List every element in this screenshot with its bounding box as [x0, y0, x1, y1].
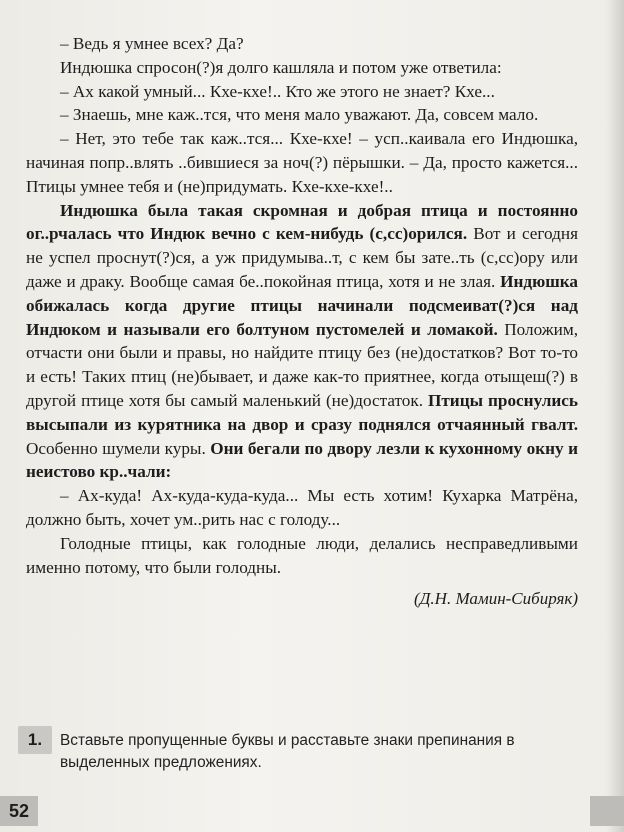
highlighted-sentence: Они бегали по двору лезли к кухонному окну и неистово кр..чали:: [26, 438, 578, 482]
paragraph: Индюшка спросон(?)я долго кашляла и потом уже ответила:: [60, 57, 502, 77]
bottom-strip: [590, 796, 624, 826]
author-attribution: (Д.Н. Мамин-Сибиряк): [413, 589, 578, 609]
paragraph: – Ведь я умнее всех? Да?: [60, 34, 244, 53]
page-edge-shadow: [606, 0, 624, 832]
text-body: [26, 32, 578, 611]
plain-sentence: Вот и сегодня не успел проснут(?)ся, а уж придумыва..т, с кем бы зате..ть (с,сс)ору или даже и драку. Вообще самая бе..покойная птица, хотя и не злая.: [26, 224, 579, 291]
exercise-task: [18, 726, 578, 778]
task-number: 1.: [18, 726, 52, 754]
paragraph: – Ах-куда! Ах-куда-куда-куда... Мы есть хотим! Кухарка Матрёна, должно быть, хочет ум..рить нас с голоду...: [26, 486, 578, 529]
main-paragraph: [26, 199, 578, 485]
highlighted-sentence: Индюшка обижалась когда другие птицы начинали подсмеиват(?)ся над Индюком и называли его болтуном пустомелей и ломакой.: [26, 271, 578, 339]
highlighted-sentence: Птицы проснулись высыпали из курятника на двор и сразу поднялся отчаянный гвалт.: [26, 390, 579, 434]
paragraph: – Ах какой умный... Кхе-кхе!.. Кто же этого не знает? Кхе...: [60, 81, 495, 101]
paragraph: – Знаешь, мне каж..тся, что меня мало уважают. Да, совсем мало.: [60, 105, 539, 125]
page-number: 52: [0, 796, 38, 826]
highlighted-sentence: Индюшка была такая скромная и добрая птица и постоянно ог..рчалась что Индюк вечно с кем-нибудь (с,сс)орился.: [26, 200, 578, 244]
plain-sentence: Особенно шумели куры.: [26, 438, 211, 458]
paragraph: Голодные птицы, как голодные люди, делались несправедливыми именно потому, что были голодны.: [26, 533, 578, 577]
paragraph: – Нет, это тебе так каж..тся... Кхе-кхе! – усп..каивала его Индюшка, начиная попр..влять ..бившиеся за ноч(?) пёрышки. – Да, просто кажется... Птицы умнее тебя и (не)придумать. Кхе-кхе-кхе!..: [26, 129, 578, 196]
task-instruction: Вставьте пропущенные буквы и расставьте знаки препинания в выделенных предложениях.: [60, 732, 515, 771]
plain-sentence: Положим, отчасти они были и правы, но найдите птицу без (не)достатков? Вот то-то и есть! Таких птиц (не)бывает, и даже как-то приятнее, когда отыщеш(?) в другой птице хотя бы самый маленький (не)достаток.: [26, 319, 578, 410]
